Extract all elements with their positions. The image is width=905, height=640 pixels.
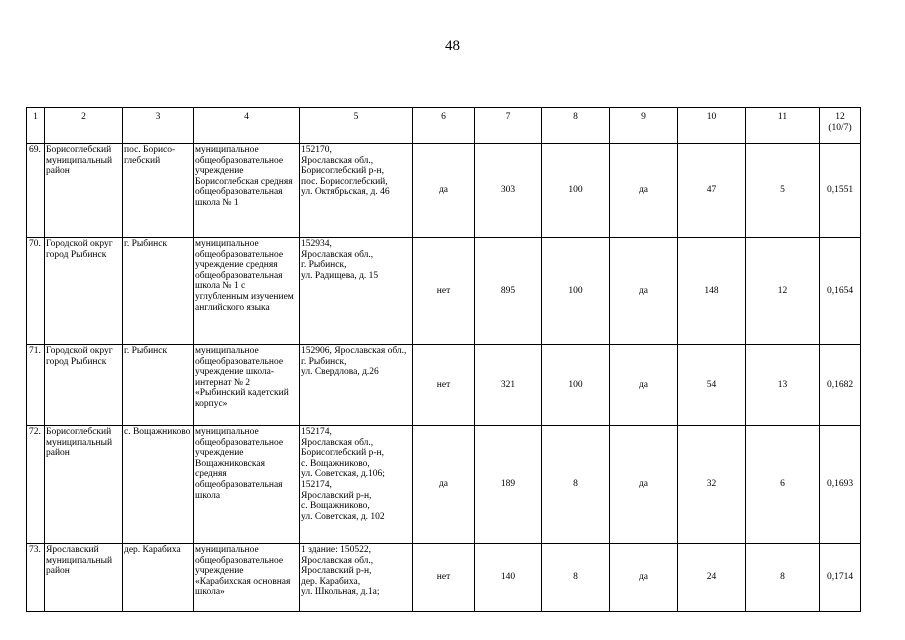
row-number: 69. <box>27 144 45 238</box>
column-header: 3 <box>123 108 194 144</box>
cell-col12: 0,1654 <box>820 238 861 345</box>
district-cell: Ярославский муниципальный район <box>45 544 123 612</box>
column-header: 11 <box>746 108 820 144</box>
column-header: 7 <box>475 108 542 144</box>
cell-col10: 47 <box>678 144 746 238</box>
table-row <box>27 544 861 612</box>
cell-col8: 100 <box>542 238 610 345</box>
cell-col12: 0,1551 <box>820 144 861 238</box>
institution-cell: муниципальное общеобразовательное учреждение Вощажниковская средняя общеобразовательная школа <box>194 426 300 544</box>
cell-col10: 24 <box>678 544 746 612</box>
page-number: 48 <box>445 38 460 54</box>
cell-col7: 321 <box>475 345 542 426</box>
row-number: 73. <box>27 544 45 612</box>
address-cell: 152906, Ярославская обл., г. Рыбинск, ул. Свердлова, д.26 <box>300 345 413 426</box>
cell-col6: нет <box>413 345 475 426</box>
cell-col6: да <box>413 144 475 238</box>
cell-col11: 8 <box>746 544 820 612</box>
column-header: 10 <box>678 108 746 144</box>
column-header: 2 <box>45 108 123 144</box>
cell-col8: 8 <box>542 426 610 544</box>
address-cell: 1 здание: 150522, Ярославская обл., Ярославский р-н, дер. Карабиха, ул. Школьная, д.1а; <box>300 544 413 612</box>
cell-col8: 100 <box>542 144 610 238</box>
cell-col12: 0,1714 <box>820 544 861 612</box>
institutions-table <box>26 107 861 612</box>
cell-col10: 32 <box>678 426 746 544</box>
column-header: 1 <box>27 108 45 144</box>
cell-col9: да <box>610 144 678 238</box>
cell-col7: 189 <box>475 426 542 544</box>
institution-cell: муниципальное общеобразовательное учреждение школа-интернат № 2 «Рыбинский кадетский корпус» <box>194 345 300 426</box>
table-row <box>27 144 861 238</box>
cell-col8: 8 <box>542 544 610 612</box>
table-row <box>27 238 861 345</box>
cell-col10: 148 <box>678 238 746 345</box>
column-header: 9 <box>610 108 678 144</box>
cell-col8: 100 <box>542 345 610 426</box>
table-header-row <box>27 108 861 144</box>
cell-col6: нет <box>413 544 475 612</box>
cell-col12: 0,1682 <box>820 345 861 426</box>
institution-cell: муниципальное общеобразовательное учреждение «Карабихская основная школа» <box>194 544 300 612</box>
settlement-cell: г. Рыбинск <box>123 345 194 426</box>
column-header: 8 <box>542 108 610 144</box>
column-header: 12 (10/7) <box>820 108 861 144</box>
cell-col11: 13 <box>746 345 820 426</box>
cell-col9: да <box>610 426 678 544</box>
row-number: 71. <box>27 345 45 426</box>
column-header: 6 <box>413 108 475 144</box>
table-row <box>27 345 861 426</box>
institution-cell: муниципальное общеобразовательное учреждение средняя общеобразовательная школа № 1 с углубленным изучением английского языка <box>194 238 300 345</box>
address-cell: 152174, Ярославская обл., Борисоглебский р-н, с. Вощажниково, ул. Советская, д.106; 152174, Ярославский р-н, с. Вощажниково, ул. Советская, д. 102 <box>300 426 413 544</box>
district-cell: Борисоглебский муниципальный район <box>45 426 123 544</box>
district-cell: Городской округ город Рыбинск <box>45 345 123 426</box>
settlement-cell: с. Вощажниково <box>123 426 194 544</box>
cell-col6: да <box>413 426 475 544</box>
cell-col9: да <box>610 345 678 426</box>
column-header: 5 <box>300 108 413 144</box>
settlement-cell: дер. Карабиха <box>123 544 194 612</box>
cell-col11: 12 <box>746 238 820 345</box>
cell-col7: 303 <box>475 144 542 238</box>
cell-col6: нет <box>413 238 475 345</box>
institution-cell: муниципальное общеобразовательное учреждение Борисоглебская средняя общеобразовательная школа № 1 <box>194 144 300 238</box>
row-number: 70. <box>27 238 45 345</box>
district-cell: Борисоглебский муниципальный район <box>45 144 123 238</box>
address-cell: 152170, Ярославская обл., Борисоглебский р-н, пос. Борисоглебский, ул. Октябрьская, д. 46 <box>300 144 413 238</box>
cell-col7: 895 <box>475 238 542 345</box>
cell-col9: да <box>610 238 678 345</box>
cell-col11: 6 <box>746 426 820 544</box>
settlement-cell: пос. Борисо-глебский <box>123 144 194 238</box>
cell-col7: 140 <box>475 544 542 612</box>
cell-col12: 0,1693 <box>820 426 861 544</box>
column-header: 4 <box>194 108 300 144</box>
cell-col10: 54 <box>678 345 746 426</box>
address-cell: 152934, Ярославская обл., г. Рыбинск, ул. Радищева, д. 15 <box>300 238 413 345</box>
cell-col11: 5 <box>746 144 820 238</box>
district-cell: Городской округ город Рыбинск <box>45 238 123 345</box>
settlement-cell: г. Рыбинск <box>123 238 194 345</box>
table-row <box>27 426 861 544</box>
cell-col9: да <box>610 544 678 612</box>
row-number: 72. <box>27 426 45 544</box>
